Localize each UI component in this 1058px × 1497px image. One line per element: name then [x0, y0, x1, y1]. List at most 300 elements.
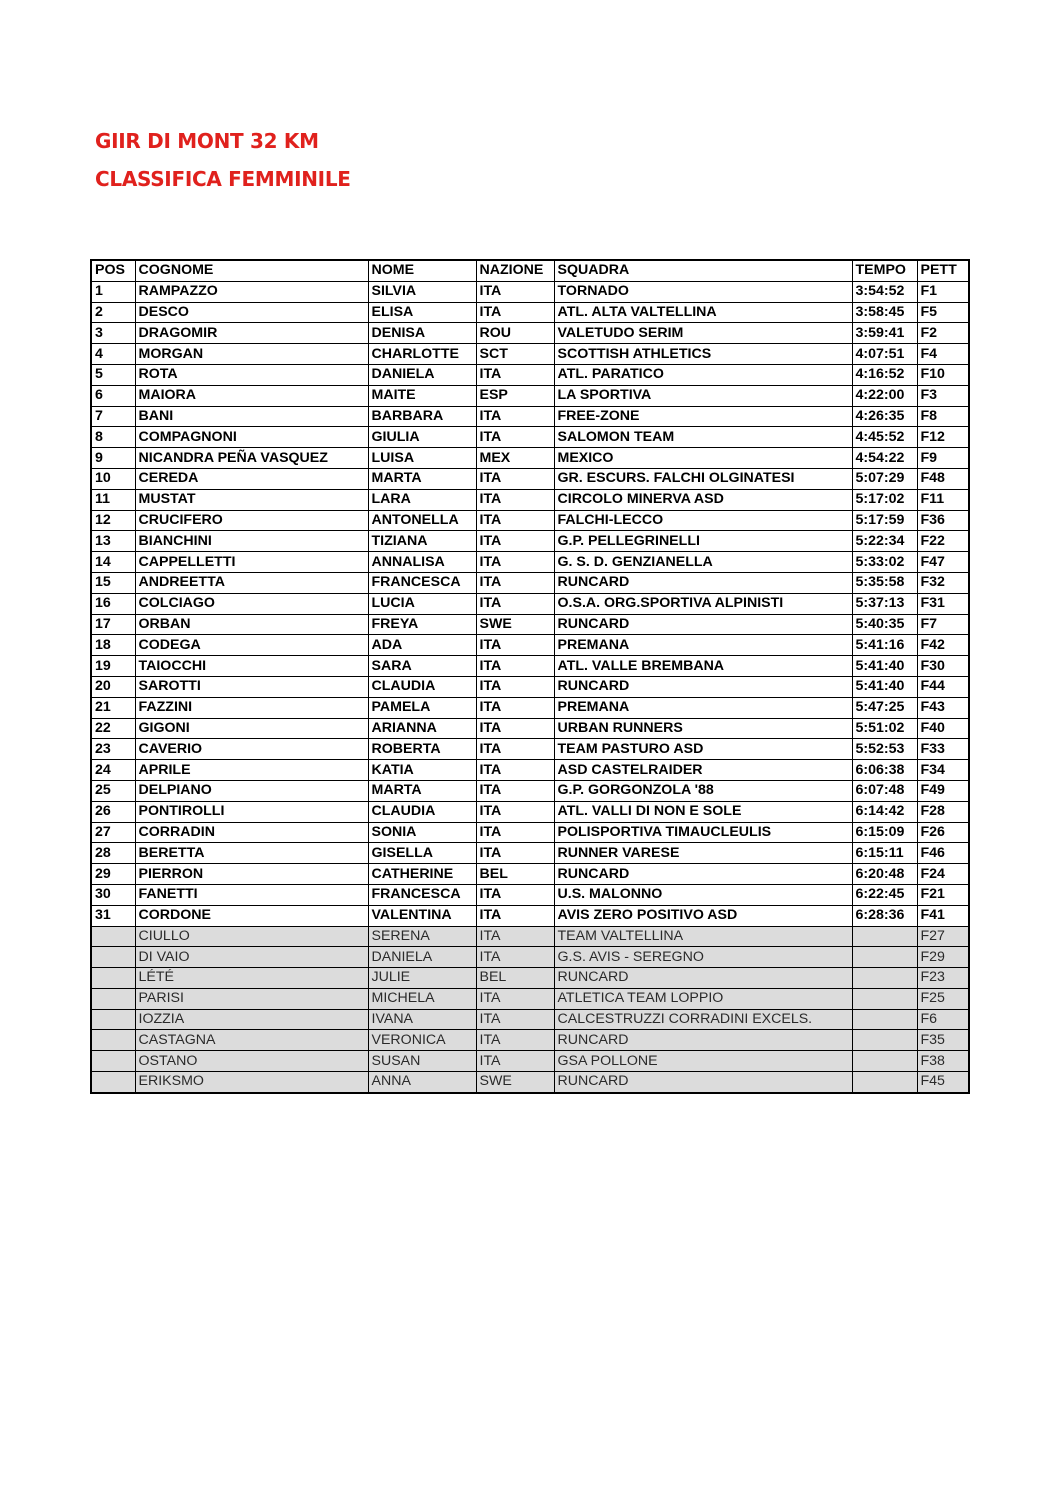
document-title: [95, 122, 351, 198]
time-cell: 5:52:53: [852, 739, 917, 760]
time-cell: 6:28:36: [852, 905, 917, 926]
team-cell: G. S. D. GENZIANELLA: [554, 552, 852, 573]
team-cell: GR. ESCURS. FALCHI OLGINATESI: [554, 468, 852, 489]
pos-cell: 10: [91, 468, 135, 489]
name-cell: LUCIA: [368, 593, 476, 614]
table-row: [91, 760, 969, 781]
time-cell: 3:58:45: [852, 302, 917, 323]
surname-cell: OSTANO: [135, 1051, 368, 1072]
column-header-pett: PETT: [917, 260, 969, 281]
time-cell: 5:41:16: [852, 635, 917, 656]
pos-cell: 19: [91, 656, 135, 677]
team-cell: LA SPORTIVA: [554, 385, 852, 406]
nation-cell: ITA: [476, 718, 554, 739]
table-row: [91, 635, 969, 656]
table-row: [91, 531, 969, 552]
bib-cell: F41: [917, 905, 969, 926]
time-cell: 4:22:00: [852, 385, 917, 406]
table-row: [91, 614, 969, 635]
table-row: [91, 739, 969, 760]
surname-cell: FAZZINI: [135, 697, 368, 718]
team-cell: RUNCARD: [554, 864, 852, 885]
surname-cell: ANDREETTA: [135, 572, 368, 593]
nation-cell: ROU: [476, 323, 554, 344]
team-cell: FREE-ZONE: [554, 406, 852, 427]
table-row-unranked: [91, 947, 969, 968]
name-cell: SONIA: [368, 822, 476, 843]
results-body: [91, 281, 969, 1093]
pos-cell: 1: [91, 281, 135, 302]
team-cell: ATL. VALLE BREMBANA: [554, 656, 852, 677]
nation-cell: ESP: [476, 385, 554, 406]
team-cell: GSA POLLONE: [554, 1051, 852, 1072]
time-cell: 5:51:02: [852, 718, 917, 739]
surname-cell: CAVERIO: [135, 739, 368, 760]
surname-cell: CASTAGNA: [135, 1030, 368, 1051]
bib-cell: F24: [917, 864, 969, 885]
nation-cell: ITA: [476, 676, 554, 697]
bib-cell: F27: [917, 926, 969, 947]
bib-cell: F31: [917, 593, 969, 614]
time-cell: [852, 968, 917, 989]
name-cell: MAITE: [368, 385, 476, 406]
table-row: [91, 780, 969, 801]
time-cell: [852, 947, 917, 968]
bib-cell: F1: [917, 281, 969, 302]
time-cell: 4:07:51: [852, 344, 917, 365]
name-cell: FRANCESCA: [368, 572, 476, 593]
table-row: [91, 697, 969, 718]
name-cell: CLAUDIA: [368, 801, 476, 822]
pos-cell: [91, 1051, 135, 1072]
column-header-nazione: NAZIONE: [476, 260, 554, 281]
nation-cell: ITA: [476, 593, 554, 614]
race-title: GIIR DI MONT 32 KM: [95, 129, 319, 153]
pos-cell: [91, 1009, 135, 1030]
bib-cell: F30: [917, 656, 969, 677]
table-row: [91, 406, 969, 427]
name-cell: ANNALISA: [368, 552, 476, 573]
surname-cell: DELPIANO: [135, 780, 368, 801]
surname-cell: CORRADIN: [135, 822, 368, 843]
bib-cell: F28: [917, 801, 969, 822]
surname-cell: ORBAN: [135, 614, 368, 635]
pos-cell: 6: [91, 385, 135, 406]
nation-cell: ITA: [476, 281, 554, 302]
surname-cell: CORDONE: [135, 905, 368, 926]
nation-cell: ITA: [476, 510, 554, 531]
time-cell: 5:33:02: [852, 552, 917, 573]
pos-cell: 14: [91, 552, 135, 573]
nation-cell: ITA: [476, 760, 554, 781]
bib-cell: F22: [917, 531, 969, 552]
pos-cell: 18: [91, 635, 135, 656]
name-cell: DANIELA: [368, 364, 476, 385]
nation-cell: ITA: [476, 739, 554, 760]
table-row-unranked: [91, 926, 969, 947]
name-cell: LUISA: [368, 448, 476, 469]
surname-cell: BERETTA: [135, 843, 368, 864]
name-cell: BARBARA: [368, 406, 476, 427]
name-cell: MARTA: [368, 468, 476, 489]
time-cell: 5:17:59: [852, 510, 917, 531]
name-cell: PAMELA: [368, 697, 476, 718]
pos-cell: 25: [91, 780, 135, 801]
name-cell: KATIA: [368, 760, 476, 781]
pos-cell: 8: [91, 427, 135, 448]
surname-cell: CIULLO: [135, 926, 368, 947]
team-cell: SCOTTISH ATHLETICS: [554, 344, 852, 365]
surname-cell: GIGONI: [135, 718, 368, 739]
surname-cell: MAIORA: [135, 385, 368, 406]
team-cell: RUNCARD: [554, 1030, 852, 1051]
team-cell: PREMANA: [554, 697, 852, 718]
bib-cell: F5: [917, 302, 969, 323]
table-row: [91, 427, 969, 448]
table-row: [91, 676, 969, 697]
time-cell: [852, 988, 917, 1009]
bib-cell: F42: [917, 635, 969, 656]
bib-cell: F38: [917, 1051, 969, 1072]
table-row: [91, 448, 969, 469]
team-cell: RUNNER VARESE: [554, 843, 852, 864]
time-cell: 6:15:11: [852, 843, 917, 864]
table-row: [91, 344, 969, 365]
column-header-nome: NOME: [368, 260, 476, 281]
team-cell: CALCESTRUZZI CORRADINI EXCELS.: [554, 1009, 852, 1030]
ranking-subtitle: CLASSIFICA FEMMINILE: [95, 167, 351, 191]
team-cell: RUNCARD: [554, 614, 852, 635]
nation-cell: ITA: [476, 468, 554, 489]
name-cell: DENISA: [368, 323, 476, 344]
team-cell: RUNCARD: [554, 968, 852, 989]
table-row-unranked: [91, 1030, 969, 1051]
name-cell: LARA: [368, 489, 476, 510]
pos-cell: 4: [91, 344, 135, 365]
column-header-tempo: TEMPO: [852, 260, 917, 281]
pos-cell: 17: [91, 614, 135, 635]
time-cell: [852, 1030, 917, 1051]
pos-cell: 13: [91, 531, 135, 552]
table-row-unranked: [91, 968, 969, 989]
team-cell: RUNCARD: [554, 572, 852, 593]
team-cell: FALCHI-LECCO: [554, 510, 852, 531]
surname-cell: LÉTÉ: [135, 968, 368, 989]
time-cell: [852, 1009, 917, 1030]
bib-cell: F43: [917, 697, 969, 718]
team-cell: SALOMON TEAM: [554, 427, 852, 448]
nation-cell: ITA: [476, 427, 554, 448]
team-cell: URBAN RUNNERS: [554, 718, 852, 739]
table-row: [91, 552, 969, 573]
surname-cell: IOZZIA: [135, 1009, 368, 1030]
name-cell: FRANCESCA: [368, 884, 476, 905]
name-cell: MARTA: [368, 780, 476, 801]
team-cell: ATLETICA TEAM LOPPIO: [554, 988, 852, 1009]
bib-cell: F23: [917, 968, 969, 989]
table-row: [91, 843, 969, 864]
name-cell: JULIE: [368, 968, 476, 989]
bib-cell: F49: [917, 780, 969, 801]
nation-cell: ITA: [476, 822, 554, 843]
pos-cell: [91, 926, 135, 947]
pos-cell: 9: [91, 448, 135, 469]
table-row: [91, 572, 969, 593]
nation-cell: ITA: [476, 926, 554, 947]
pos-cell: 21: [91, 697, 135, 718]
team-cell: TEAM PASTURO ASD: [554, 739, 852, 760]
time-cell: 5:17:02: [852, 489, 917, 510]
bib-cell: F48: [917, 468, 969, 489]
team-cell: AVIS ZERO POSITIVO ASD: [554, 905, 852, 926]
surname-cell: COMPAGNONI: [135, 427, 368, 448]
surname-cell: TAIOCCHI: [135, 656, 368, 677]
surname-cell: BANI: [135, 406, 368, 427]
pos-cell: 28: [91, 843, 135, 864]
pos-cell: [91, 988, 135, 1009]
name-cell: DANIELA: [368, 947, 476, 968]
time-cell: 6:20:48: [852, 864, 917, 885]
pos-cell: 20: [91, 676, 135, 697]
team-cell: RUNCARD: [554, 676, 852, 697]
table-row-unranked: [91, 1009, 969, 1030]
surname-cell: CAPPELLETTI: [135, 552, 368, 573]
team-cell: VALETUDO SERIM: [554, 323, 852, 344]
pos-cell: 22: [91, 718, 135, 739]
pos-cell: 7: [91, 406, 135, 427]
table-row: [91, 489, 969, 510]
surname-cell: CODEGA: [135, 635, 368, 656]
name-cell: ARIANNA: [368, 718, 476, 739]
name-cell: ANNA: [368, 1072, 476, 1093]
nation-cell: ITA: [476, 843, 554, 864]
time-cell: 5:07:29: [852, 468, 917, 489]
team-cell: U.S. MALONNO: [554, 884, 852, 905]
bib-cell: F3: [917, 385, 969, 406]
pos-cell: [91, 1030, 135, 1051]
name-cell: GISELLA: [368, 843, 476, 864]
table-row: [91, 905, 969, 926]
table-row: [91, 281, 969, 302]
pos-cell: 31: [91, 905, 135, 926]
team-cell: ATL. PARATICO: [554, 364, 852, 385]
nation-cell: ITA: [476, 635, 554, 656]
bib-cell: F46: [917, 843, 969, 864]
table-header-row: [91, 260, 969, 281]
pos-cell: 2: [91, 302, 135, 323]
table-row-unranked: [91, 1051, 969, 1072]
table-row: [91, 718, 969, 739]
surname-cell: APRILE: [135, 760, 368, 781]
bib-cell: F8: [917, 406, 969, 427]
pos-cell: 12: [91, 510, 135, 531]
pos-cell: 5: [91, 364, 135, 385]
bib-cell: F26: [917, 822, 969, 843]
pos-cell: 30: [91, 884, 135, 905]
surname-cell: ERIKSMO: [135, 1072, 368, 1093]
nation-cell: ITA: [476, 780, 554, 801]
team-cell: POLISPORTIVA TIMAUCLEULIS: [554, 822, 852, 843]
team-cell: RUNCARD: [554, 1072, 852, 1093]
bib-cell: F11: [917, 489, 969, 510]
nation-cell: ITA: [476, 988, 554, 1009]
bib-cell: F7: [917, 614, 969, 635]
bib-cell: F10: [917, 364, 969, 385]
nation-cell: BEL: [476, 968, 554, 989]
bib-cell: F29: [917, 947, 969, 968]
time-cell: 4:45:52: [852, 427, 917, 448]
table-row: [91, 364, 969, 385]
time-cell: [852, 926, 917, 947]
name-cell: FREYA: [368, 614, 476, 635]
team-cell: PREMANA: [554, 635, 852, 656]
time-cell: 5:41:40: [852, 676, 917, 697]
name-cell: IVANA: [368, 1009, 476, 1030]
surname-cell: DI VAIO: [135, 947, 368, 968]
table-row: [91, 656, 969, 677]
nation-cell: ITA: [476, 406, 554, 427]
surname-cell: ROTA: [135, 364, 368, 385]
nation-cell: SWE: [476, 614, 554, 635]
time-cell: 3:59:41: [852, 323, 917, 344]
table-row: [91, 884, 969, 905]
team-cell: ASD CASTELRAIDER: [554, 760, 852, 781]
surname-cell: PIERRON: [135, 864, 368, 885]
pos-cell: 26: [91, 801, 135, 822]
nation-cell: ITA: [476, 364, 554, 385]
table-row: [91, 510, 969, 531]
bib-cell: F25: [917, 988, 969, 1009]
time-cell: 5:37:13: [852, 593, 917, 614]
team-cell: TEAM VALTELLINA: [554, 926, 852, 947]
pos-cell: 23: [91, 739, 135, 760]
nation-cell: ITA: [476, 1051, 554, 1072]
team-cell: ATL. ALTA VALTELLINA: [554, 302, 852, 323]
name-cell: VALENTINA: [368, 905, 476, 926]
surname-cell: CRUCIFERO: [135, 510, 368, 531]
bib-cell: F6: [917, 1009, 969, 1030]
nation-cell: ITA: [476, 489, 554, 510]
team-cell: G.P. PELLEGRINELLI: [554, 531, 852, 552]
table-row: [91, 302, 969, 323]
name-cell: CATHERINE: [368, 864, 476, 885]
time-cell: 5:40:35: [852, 614, 917, 635]
name-cell: CLAUDIA: [368, 676, 476, 697]
name-cell: SARA: [368, 656, 476, 677]
time-cell: [852, 1072, 917, 1093]
time-cell: 4:26:35: [852, 406, 917, 427]
nation-cell: ITA: [476, 697, 554, 718]
pos-cell: [91, 1072, 135, 1093]
time-cell: 6:06:38: [852, 760, 917, 781]
nation-cell: BEL: [476, 864, 554, 885]
column-header-cognome: COGNOME: [135, 260, 368, 281]
nation-cell: SWE: [476, 1072, 554, 1093]
time-cell: 6:14:42: [852, 801, 917, 822]
table-row: [91, 385, 969, 406]
bib-cell: F44: [917, 676, 969, 697]
team-cell: CIRCOLO MINERVA ASD: [554, 489, 852, 510]
bib-cell: F45: [917, 1072, 969, 1093]
nation-cell: ITA: [476, 947, 554, 968]
pos-cell: 3: [91, 323, 135, 344]
surname-cell: BIANCHINI: [135, 531, 368, 552]
bib-cell: F35: [917, 1030, 969, 1051]
results-table: [90, 259, 970, 1094]
nation-cell: ITA: [476, 572, 554, 593]
name-cell: ANTONELLA: [368, 510, 476, 531]
surname-cell: DESCO: [135, 302, 368, 323]
time-cell: 5:22:34: [852, 531, 917, 552]
bib-cell: F12: [917, 427, 969, 448]
nation-cell: ITA: [476, 656, 554, 677]
time-cell: 5:35:58: [852, 572, 917, 593]
bib-cell: F36: [917, 510, 969, 531]
nation-cell: ITA: [476, 884, 554, 905]
surname-cell: PARISI: [135, 988, 368, 1009]
name-cell: ROBERTA: [368, 739, 476, 760]
bib-cell: F2: [917, 323, 969, 344]
surname-cell: CEREDA: [135, 468, 368, 489]
team-cell: G.S. AVIS - SEREGNO: [554, 947, 852, 968]
name-cell: VERONICA: [368, 1030, 476, 1051]
team-cell: MEXICO: [554, 448, 852, 469]
bib-cell: F34: [917, 760, 969, 781]
name-cell: SILVIA: [368, 281, 476, 302]
time-cell: [852, 1051, 917, 1072]
surname-cell: PONTIROLLI: [135, 801, 368, 822]
time-cell: 3:54:52: [852, 281, 917, 302]
nation-cell: ITA: [476, 531, 554, 552]
surname-cell: SAROTTI: [135, 676, 368, 697]
table-row: [91, 822, 969, 843]
table-row: [91, 801, 969, 822]
surname-cell: NICANDRA PEÑA VASQUEZ: [135, 448, 368, 469]
time-cell: 5:47:25: [852, 697, 917, 718]
surname-cell: DRAGOMIR: [135, 323, 368, 344]
bib-cell: F4: [917, 344, 969, 365]
pos-cell: 27: [91, 822, 135, 843]
time-cell: 6:22:45: [852, 884, 917, 905]
table-row-unranked: [91, 1072, 969, 1093]
team-cell: O.S.A. ORG.SPORTIVA ALPINISTI: [554, 593, 852, 614]
pos-cell: 29: [91, 864, 135, 885]
nation-cell: ITA: [476, 552, 554, 573]
pos-cell: 24: [91, 760, 135, 781]
pos-cell: 15: [91, 572, 135, 593]
name-cell: SUSAN: [368, 1051, 476, 1072]
team-cell: ATL. VALLI DI NON E SOLE: [554, 801, 852, 822]
time-cell: 4:54:22: [852, 448, 917, 469]
bib-cell: F21: [917, 884, 969, 905]
surname-cell: RAMPAZZO: [135, 281, 368, 302]
nation-cell: SCT: [476, 344, 554, 365]
bib-cell: F47: [917, 552, 969, 573]
team-cell: TORNADO: [554, 281, 852, 302]
time-cell: 5:41:40: [852, 656, 917, 677]
time-cell: 4:16:52: [852, 364, 917, 385]
team-cell: G.P. GORGONZOLA '88: [554, 780, 852, 801]
surname-cell: MORGAN: [135, 344, 368, 365]
surname-cell: COLCIAGO: [135, 593, 368, 614]
bib-cell: F40: [917, 718, 969, 739]
time-cell: 6:07:48: [852, 780, 917, 801]
nation-cell: MEX: [476, 448, 554, 469]
time-cell: 6:15:09: [852, 822, 917, 843]
name-cell: ELISA: [368, 302, 476, 323]
name-cell: GIULIA: [368, 427, 476, 448]
name-cell: CHARLOTTE: [368, 344, 476, 365]
